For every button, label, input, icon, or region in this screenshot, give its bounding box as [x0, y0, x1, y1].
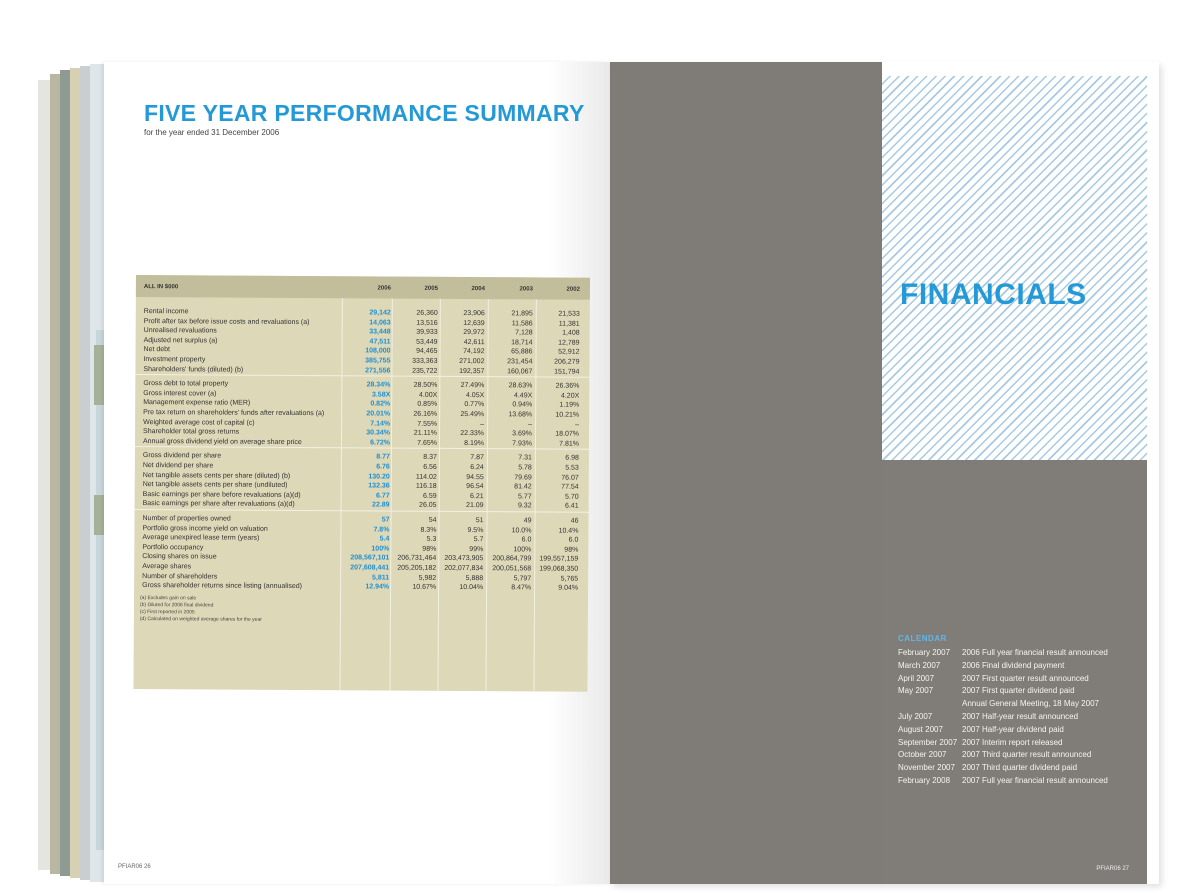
table-cell: 0.94% — [512, 401, 533, 409]
table-cell: 7.65% — [417, 439, 437, 447]
page-edge — [80, 66, 90, 880]
table-row-label: Number of properties owned — [142, 515, 231, 523]
table-cell: 12,789 — [558, 339, 580, 347]
table-cell: 10.67% — [412, 583, 437, 592]
table-row-label: Investment property — [143, 356, 206, 364]
table-cell: 5,765 — [560, 575, 579, 583]
table-row-label: Average shares — [142, 563, 192, 571]
table-cell: 192,357 — [459, 367, 485, 375]
table-row-label: Management expense ratio (MER) — [143, 399, 251, 408]
table-cell: 10.21% — [555, 411, 580, 419]
table-row-label: Gross dividend per share — [142, 452, 222, 460]
performance-table — [133, 275, 590, 692]
table-cell: 7.14% — [370, 420, 391, 428]
table-row-label: Closing shares on issue — [142, 553, 217, 561]
table-cell: 18.07% — [555, 430, 580, 438]
table-cell: 5.70 — [565, 493, 579, 501]
table-cell: 206,279 — [554, 358, 580, 366]
table-row-label: Shareholder total gross returns — [143, 428, 240, 436]
calendar-date: May 2007 — [898, 686, 934, 696]
table-cell: 8.19% — [464, 439, 484, 447]
table-row-label: Pre tax return on shareholders' funds after revaluations (a) — [143, 409, 325, 418]
table-cell: 53,449 — [416, 338, 438, 346]
table-cell: 13,516 — [416, 319, 438, 327]
table-cell: 11,586 — [511, 319, 533, 328]
table-footnote: (d) Calculated on weighted average shares for the year — [139, 615, 262, 623]
table-cell: 6.21 — [470, 492, 484, 500]
table-cell: 6.72% — [370, 439, 391, 447]
table-cell: 271,002 — [459, 357, 485, 366]
table-cell: 6.98 — [565, 455, 579, 463]
table-row-label: Rental income — [143, 308, 189, 316]
page-title: FIVE YEAR PERFORMANCE SUMMARY — [144, 100, 585, 126]
table-cell: 160,067 — [507, 367, 533, 376]
table-cell: 114.02 — [415, 473, 437, 481]
table-cell: 5.3 — [426, 535, 437, 544]
table-cell: 7.8% — [373, 526, 390, 534]
table-cell: 18,714 — [511, 339, 533, 347]
table-row-label: Portfolio occupancy — [142, 543, 204, 552]
table-header-label: ALL IN $000 — [143, 284, 179, 291]
table-cell: 42,611 — [463, 338, 485, 346]
calendar-date: February 2007 — [898, 648, 951, 657]
table-cell: – — [575, 421, 580, 429]
page-footer: PFIAR06 27 — [1096, 866, 1129, 872]
calendar-date: July 2007 — [898, 712, 933, 721]
calendar-event: 2007 Half-year dividend paid — [962, 724, 1064, 734]
table-cell: 4.05X — [465, 391, 485, 399]
table-cell: 28.63% — [508, 382, 533, 390]
table-cell: 5,811 — [371, 574, 390, 582]
table-cell: 100% — [371, 545, 390, 553]
table-cell: 8.3% — [420, 526, 437, 534]
table-cell: 130.20 — [368, 473, 390, 481]
table-cell: 10.04% — [459, 584, 484, 592]
calendar-event: 2007 Third quarter dividend paid — [962, 763, 1078, 773]
calendar-date: November 2007 — [898, 763, 955, 773]
table-row-label: Gross interest cover (a) — [143, 389, 217, 398]
table-cell: 9.04% — [558, 584, 579, 592]
table-cell: 9.32 — [517, 502, 532, 510]
table-cell: 49 — [523, 517, 532, 525]
calendar-box — [882, 460, 1147, 884]
table-cell: 9.5% — [467, 526, 484, 534]
table-cell: 25.49% — [460, 410, 485, 419]
table-year-header: 2006 — [377, 285, 391, 292]
table-cell: 6.24 — [470, 464, 484, 472]
table-row-label: Net tangible assets cents per share (diluted) (b) — [142, 471, 291, 480]
table-cell: 7.55% — [417, 420, 438, 428]
table-cell: 76.07 — [561, 474, 579, 482]
table-cell: 27.49% — [460, 382, 485, 390]
calendar-event: 2007 Third quarter result announced — [962, 750, 1092, 760]
table-cell: 10.4% — [558, 527, 579, 535]
table-row-label: Net debt — [143, 346, 171, 354]
table-cell: 23,906 — [463, 310, 485, 318]
calendar-date: February 2008 — [898, 776, 951, 785]
table-cell: 206,731,464 — [397, 554, 437, 563]
table-cell: 271,556 — [365, 366, 391, 375]
table-cell: 3.69% — [512, 430, 533, 438]
table-cell: 28.34% — [366, 381, 391, 389]
table-cell: 151,794 — [554, 368, 580, 376]
calendar-event: 2007 First quarter result announced — [962, 673, 1089, 683]
table-cell: 6.56 — [423, 463, 437, 471]
table-cell: 6.0 — [521, 536, 532, 544]
table-cell: 22.89 — [372, 501, 390, 509]
table-cell: 94.55 — [466, 473, 484, 481]
table-cell: 200,051,568 — [492, 565, 532, 573]
calendar-event: Annual General Meeting, 18 May 2007 — [962, 699, 1099, 709]
table-cell: 7.93% — [512, 440, 532, 448]
left-page — [104, 62, 610, 884]
table-row-label: Number of shareholders — [142, 572, 218, 581]
table-year-header: 2004 — [471, 286, 485, 293]
table-year-header: 2005 — [424, 285, 438, 292]
table-cell: 21,895 — [511, 310, 533, 318]
table-cell: 79.69 — [514, 473, 532, 482]
table-cell: 7,128 — [515, 329, 533, 337]
table-cell: 29,142 — [369, 309, 391, 317]
table-cell: 7.81% — [559, 440, 579, 448]
table-cell: 200,864,799 — [492, 555, 532, 563]
table-cell: 231,454 — [507, 358, 533, 366]
table-cell: 199,557,159 — [539, 555, 579, 564]
table-cell: 12.94% — [365, 583, 390, 591]
table-cell: 21.09 — [466, 502, 484, 510]
table-cell: 6.76 — [376, 463, 390, 471]
table-row-label: Profit after tax before issue costs and revaluations (a) — [143, 317, 310, 326]
table-cell: 29,972 — [463, 329, 485, 337]
table-row-label: Shareholders' funds (diluted) (b) — [143, 365, 244, 374]
right-page — [610, 62, 1159, 884]
table-cell: 28.50% — [413, 381, 438, 390]
table-cell: 98% — [422, 545, 437, 553]
table-cell: 5.77 — [518, 493, 532, 501]
table-cell: 1.19% — [559, 401, 580, 410]
table-cell: 21,533 — [558, 310, 580, 318]
hatch-pattern — [882, 76, 1147, 465]
table-row-label: Portfolio gross income yield on valuation — [142, 524, 268, 533]
table-cell: 26.36% — [555, 382, 580, 390]
table-cell: 54 — [428, 516, 437, 524]
table-cell: 81.42 — [514, 483, 532, 491]
table-cell: 116.18 — [415, 482, 437, 491]
table-cell: – — [480, 420, 485, 428]
table-row-label: Annual gross dividend yield on average share price — [142, 437, 302, 446]
table-footnote: (c) First reported in 2005 — [139, 608, 195, 616]
table-cell: 8.37 — [423, 454, 437, 462]
table-cell: 235,722 — [412, 367, 438, 375]
calendar-event: 2007 Half-year result announced — [962, 712, 1079, 721]
calendar-event: 2006 Full year financial result announced — [962, 648, 1108, 657]
table-cell: 5.53 — [565, 464, 579, 472]
page-footer: PFIAR06 26 — [118, 864, 151, 870]
table-cell: 5.78 — [518, 464, 532, 472]
section-title: FINANCIALS — [900, 278, 1087, 311]
calendar-event: 2006 Final dividend payment — [962, 660, 1065, 670]
calendar-event: 2007 Interim report released — [962, 737, 1063, 747]
calendar-date: April 2007 — [898, 673, 935, 683]
table-row-label: Weighted average cost of capital (c) — [143, 418, 255, 427]
table-cell: 5,888 — [465, 574, 484, 582]
table-row-label: Gross debt to total property — [143, 380, 229, 388]
table-cell: 0.85% — [417, 401, 438, 409]
table-cell: 65,886 — [511, 348, 533, 356]
table-row-label: Average unexpired lease term (years) — [142, 534, 260, 542]
table-year-header: 2002 — [566, 286, 580, 293]
table-cell: 0.82% — [370, 400, 391, 408]
table-cell: 132.36 — [368, 482, 390, 490]
calendar-date: September 2007 — [898, 737, 958, 747]
table-row-label: Unrealised revaluations — [143, 327, 217, 335]
table-cell: 13.68% — [508, 411, 533, 419]
table-cell: 333,363 — [412, 357, 438, 365]
table-cell: 74,192 — [463, 348, 485, 356]
table-row-label: Gross shareholder returns since listing (annualised) — [142, 582, 303, 591]
table-cell: 7.87 — [470, 454, 484, 462]
table-cell: 33,448 — [369, 328, 391, 336]
table-cell: 6.77 — [376, 492, 390, 500]
table-cell: 8.47% — [511, 584, 532, 592]
table-cell: 12,639 — [463, 319, 485, 327]
table-cell: 203,473,905 — [444, 555, 484, 563]
table-cell: 8.77 — [376, 453, 390, 461]
table-footnote: (b) Diluted for 2006 final dividend — [139, 601, 214, 609]
table-cell: 5.4 — [379, 535, 390, 543]
table-cell: 208,567,101 — [350, 554, 390, 562]
calendar-date: August 2007 — [898, 724, 943, 734]
table-cell: 10.0% — [511, 526, 532, 535]
table-cell: 5,797 — [513, 574, 532, 583]
table-cell: 100% — [513, 546, 532, 554]
table-cell: 6.41 — [564, 503, 579, 511]
table-row-label: Basic earnings per share after revaluations (a)(d) — [142, 500, 295, 509]
table-cell: 77.54 — [561, 483, 579, 491]
table-cell: – — [528, 420, 533, 429]
table-cell: 39,933 — [416, 328, 438, 337]
table-cell: 46 — [570, 517, 579, 525]
calendar-event: 2007 First quarter dividend paid — [962, 686, 1075, 696]
table-cell: 205,205,182 — [397, 564, 437, 572]
table-cell: 108,000 — [365, 347, 391, 355]
page-subtitle: for the year ended 31 December 2006 — [144, 128, 280, 137]
table-cell: 202,077,834 — [444, 564, 484, 573]
table-cell: 207,608,441 — [350, 564, 390, 572]
calendar-date: October 2007 — [898, 750, 947, 760]
table-cell: 6.59 — [423, 492, 437, 500]
calendar-date: March 2007 — [898, 660, 941, 670]
calendar-event: 2007 Full year financial result announced — [962, 776, 1108, 785]
table-cell: 4.49X — [513, 392, 533, 400]
table-cell: 5.7 — [473, 536, 484, 544]
table-cell: 94,465 — [416, 348, 438, 356]
table-cell: 4.20X — [560, 392, 580, 400]
table-cell: 1,408 — [562, 329, 580, 337]
table-cell: 98% — [564, 546, 579, 554]
table-cell: 26.05 — [419, 502, 437, 510]
table-cell: 30.34% — [366, 429, 391, 437]
table-cell: 26,360 — [416, 309, 438, 317]
page-edge — [70, 68, 80, 878]
table-footnote: (a) Excludes gain on sale — [140, 594, 197, 602]
table-cell: 99% — [469, 545, 484, 553]
table-cell: 52,912 — [558, 348, 580, 357]
table-cell: 20.01% — [366, 410, 391, 418]
table-cell: 3.58X — [371, 391, 391, 399]
table-cell: 11,381 — [558, 320, 580, 328]
table-cell: 51 — [475, 517, 484, 525]
table-cell: 385,755 — [365, 357, 391, 365]
table-row-label: Basic earnings per share before revaluations (a)(d) — [142, 490, 301, 499]
table-cell: 6.0 — [568, 536, 579, 544]
table-cell: 22.33% — [460, 430, 485, 438]
table-cell: 57 — [381, 516, 390, 524]
table-cell: 7.31 — [518, 454, 532, 462]
table-cell: 199,068,350 — [539, 565, 579, 573]
table-cell: 47,511 — [369, 338, 391, 346]
table-cell: 5,982 — [418, 574, 437, 582]
table-cell: 4.00X — [418, 391, 438, 399]
table-cell: 0.77% — [464, 401, 485, 409]
table-cell: 26.16% — [413, 410, 438, 418]
table-year-header: 2003 — [519, 286, 533, 293]
table-row-label: Net dividend per share — [142, 462, 214, 470]
table-cell: 14,063 — [369, 319, 391, 327]
table-row-label: Adjusted net surplus (a) — [143, 336, 218, 345]
table-cell: 21.11% — [413, 429, 438, 438]
table-cell: 96.54 — [466, 483, 484, 491]
calendar-title: CALENDAR — [898, 634, 947, 643]
page-edge — [60, 70, 70, 876]
table-row-label: Net tangible assets cents per share (undiluted) — [142, 481, 288, 490]
gray-panel — [610, 62, 882, 884]
